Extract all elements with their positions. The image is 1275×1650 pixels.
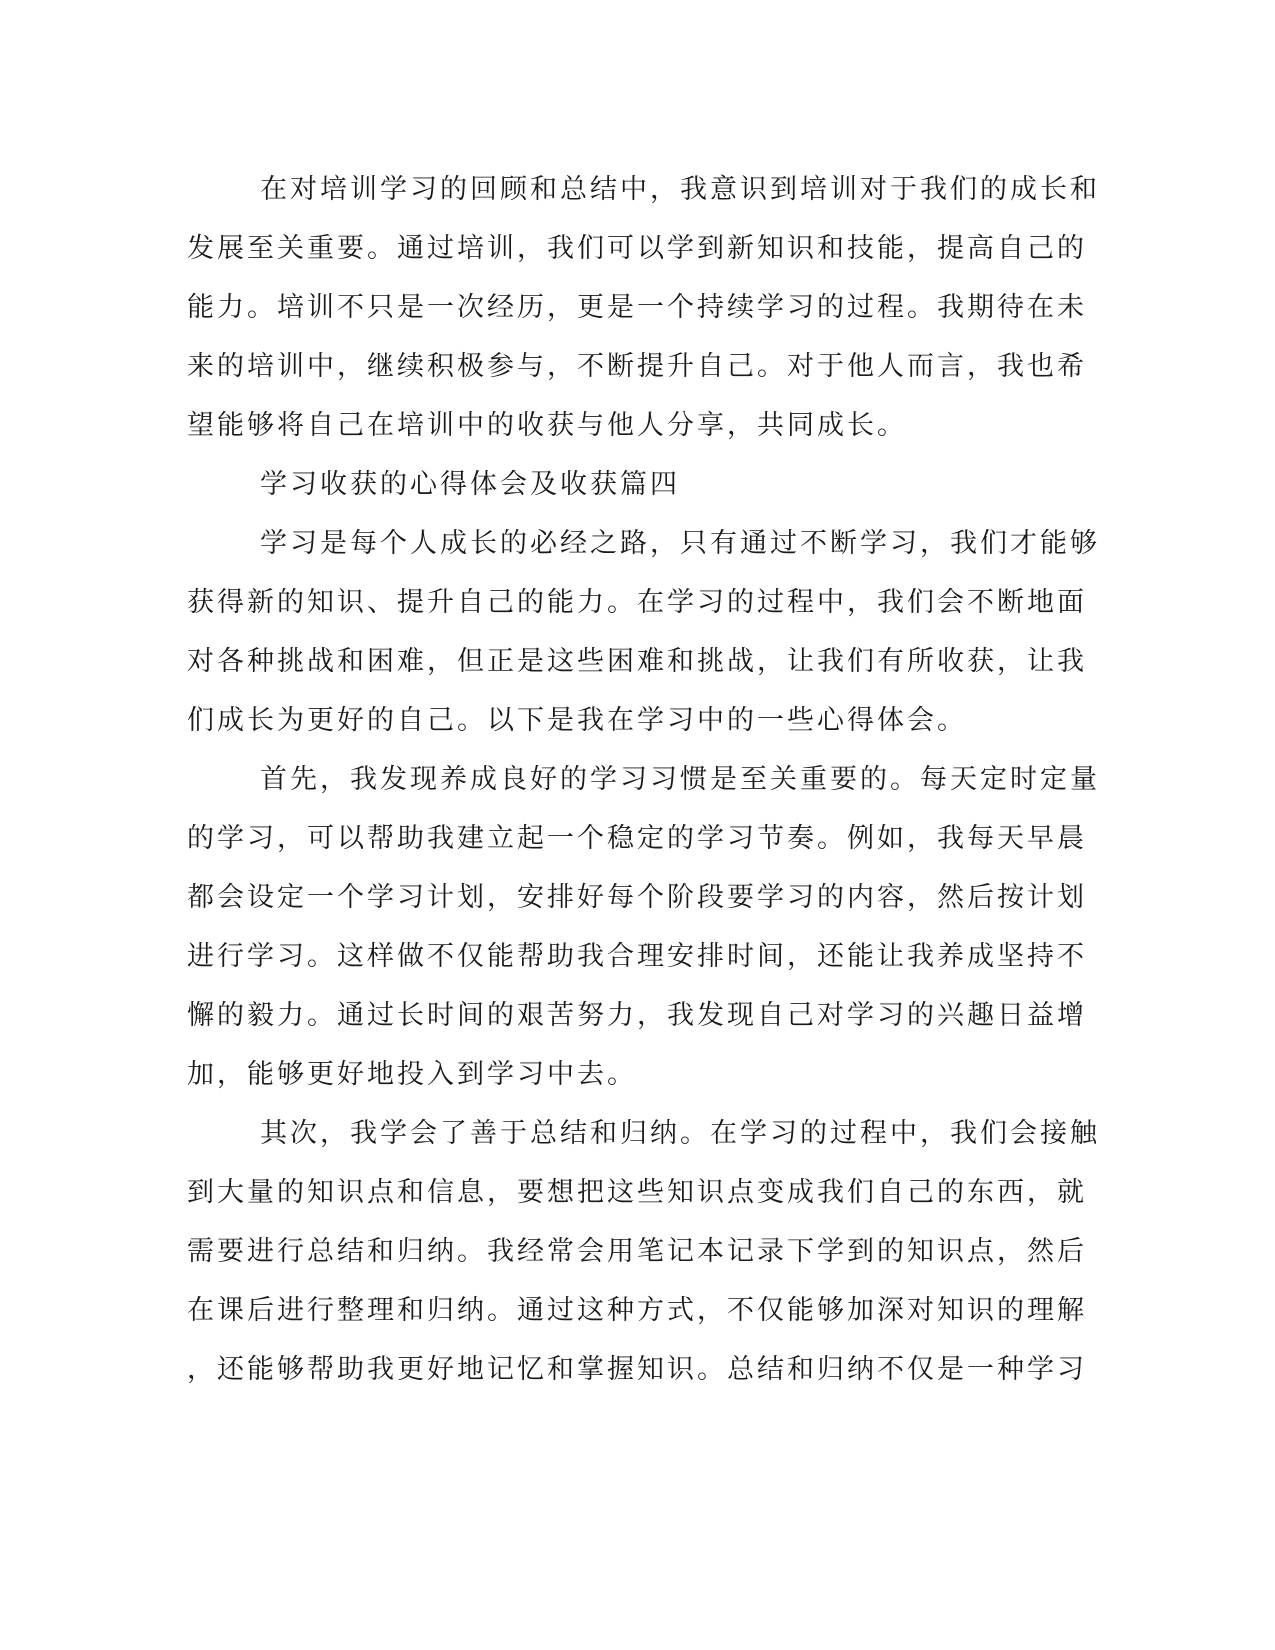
text-line: 需要进行总结和归纳。我经常会用笔记本记录下学到的知识点，然后 bbox=[187, 1236, 1087, 1267]
paragraph-summarizing bbox=[187, 1104, 1100, 1399]
text-line: 的学习，可以帮助我建立起一个稳定的学习节奏。例如，我每天早晨 bbox=[187, 823, 1087, 854]
text-line: 望能够将自己在培训中的收获与他人分享，共同成长。 bbox=[187, 410, 907, 441]
text-line: 都会设定一个学习计划，安排好每个阶段要学习的内容，然后按计划 bbox=[187, 882, 1087, 913]
paragraph-training-reflection bbox=[187, 160, 1100, 455]
document-body bbox=[187, 160, 1100, 1399]
text-line: 懈的毅力。通过长时间的艰苦努力，我发现自己对学习的兴趣日益增 bbox=[187, 1000, 1087, 1031]
text-line: 进行学习。这样做不仅能帮助我合理安排时间，还能让我养成坚持不 bbox=[187, 941, 1087, 972]
text-line: 在对培训学习的回顾和总结中，我意识到培训对于我们的成长和 bbox=[260, 174, 1100, 205]
paragraph-learning-path bbox=[187, 514, 1100, 750]
text-line: 们成长为更好的自己。以下是我在学习中的一些心得体会。 bbox=[187, 705, 967, 736]
text-line: 其次，我学会了善于总结和归纳。在学习的过程中，我们会接触 bbox=[260, 1118, 1100, 1149]
section-heading bbox=[187, 455, 1067, 514]
text-line: 加，能够更好地投入到学习中去。 bbox=[187, 1059, 637, 1090]
text-line: 来的培训中，继续积极参与，不断提升自己。对于他人而言，我也希 bbox=[187, 351, 1087, 382]
text-line: 到大量的知识点和信息，要想把这些知识点变成我们自己的东西，就 bbox=[187, 1177, 1087, 1208]
text-line: ，还能够帮助我更好地记忆和掌握知识。总结和归纳不仅是一种学习 bbox=[187, 1354, 1087, 1385]
text-line: 发展至关重要。通过培训，我们可以学到新知识和技能，提高自己的 bbox=[187, 233, 1087, 264]
text-line: 在课后进行整理和归纳。通过这种方式，不仅能够加深对知识的理解 bbox=[187, 1295, 1087, 1326]
paragraph-study-habits bbox=[187, 750, 1100, 1104]
text-line: 能力。培训不只是一次经历，更是一个持续学习的过程。我期待在未 bbox=[187, 292, 1087, 323]
text-line: 对各种挑战和困难，但正是这些困难和挑战，让我们有所收获，让我 bbox=[187, 646, 1087, 677]
section-title: 学习收获的心得体会及收获篇四 bbox=[260, 469, 680, 500]
text-line: 学习是每个人成长的必经之路，只有通过不断学习，我们才能够 bbox=[260, 528, 1100, 559]
text-line: 首先，我发现养成良好的学习习惯是至关重要的。每天定时定量 bbox=[260, 764, 1100, 795]
text-line: 获得新的知识、提升自己的能力。在学习的过程中，我们会不断地面 bbox=[187, 587, 1087, 618]
